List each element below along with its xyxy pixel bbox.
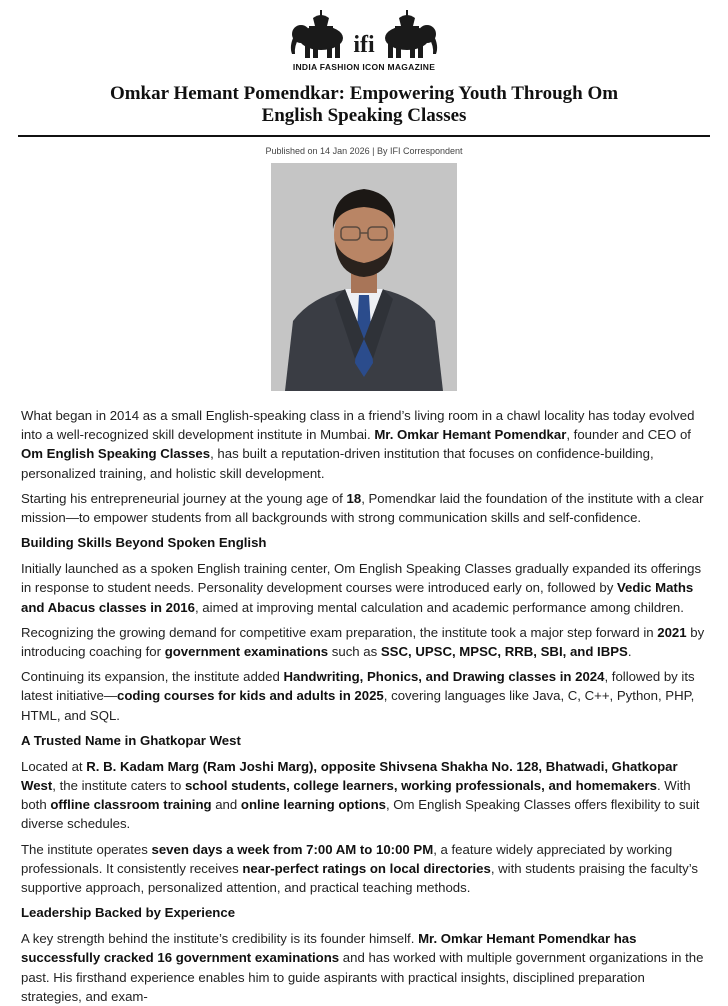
logo-text: ifi (353, 32, 375, 58)
ifi-elephant-logo[interactable] (289, 8, 439, 60)
paragraph-8: A key strength behind the institute’s credibility is its founder himself. Mr. Omkar Hemant Pomendkar has successfully cracked 16 government examinations and has worked with multiple government organizations in the past. His firsthand experience enables him to guide aspirants with practical insights, disciplined preparation strategies, and exam- (21, 931, 704, 1004)
paragraph-4: Recognizing the growing demand for competitive exam preparation, the institute took a major step forward in 2021 by introducing coaching for government examinations such as SSC, UPSC, MPSC, RRB, SBI, and IBPS. (21, 624, 705, 660)
founder-photo (271, 163, 457, 391)
section-heading-ghatkopar: A Trusted Name in Ghatkopar West (21, 732, 241, 748)
paragraph-2: Starting his entrepreneurial journey at the young age of 18, Pomendkar laid the foundation of the institute with a clear mission—to empower students from all backgrounds with strong communication skills and self-confidence. (21, 490, 704, 526)
article-title (60, 83, 668, 127)
paragraph-3: Initially launched as a spoken English training center, Om English Speaking Classes gradually expanded its offerings in response to student needs. Personality development courses were introduced early on, followed by Vedic Maths and Abacus classes in 2016, aimed at improving mental calculation and academic performance among children. (21, 561, 702, 615)
article-body (21, 406, 708, 1006)
founder-portrait-image (271, 163, 457, 391)
masthead (0, 0, 728, 72)
left-elephant-icon (291, 10, 343, 58)
title-line-2: English Speaking Classes (261, 105, 467, 126)
byline: Published on 14 Jan 2026 | By IFI Correspondent (265, 146, 463, 156)
paragraph-1: What began in 2014 as a small English-speaking class in a friend’s living room in a chawl locality has today evolved into a well-recognized skill development institute in Mumbai. Mr. Omkar Hemant Pomendkar, founder and CEO of Om English Speaking Classes, has built a reputation-driven institution that focuses on confidence-building, personalized training, and holistic skill development. (21, 408, 695, 481)
title-line-1: Omkar Hemant Pomendkar: Empowering Youth Through Om (109, 83, 619, 104)
paragraph-5: Continuing its expansion, the institute added Handwriting, Phonics, and Drawing classes in 2024, followed by its latest initiative—coding courses for kids and adults in 2025, covering languages like Java, C, C++, Python, PHP, HTML, and SQL. (21, 669, 695, 723)
magazine-name: INDIA FASHION ICON MAGAZINE (292, 62, 436, 72)
header-divider (18, 135, 710, 137)
paragraph-6: Located at R. B. Kadam Marg (Ram Joshi Marg), opposite Shivsena Shakha No. 128, Bhatwadi, Ghatkopar West, the institute caters to school students, college learners, working professionals, and homemakers. With both offline classroom training and online learning options, Om English Speaking Classes offers flexibility to suit diverse schedules. (21, 758, 700, 832)
paragraph-7: The institute operates seven days a week from 7:00 AM to 10:00 PM, a feature widely appreciated by working professionals. It consistently receives near-perfect ratings on local directories, with students praising the faculty’s supportive approach, personalized attention, and practical teaching methods. (21, 841, 699, 896)
right-elephant-icon (385, 10, 437, 58)
section-heading-leadership: Leadership Backed by Experience (21, 905, 236, 921)
section-heading-skills: Building Skills Beyond Spoken English (21, 535, 267, 551)
